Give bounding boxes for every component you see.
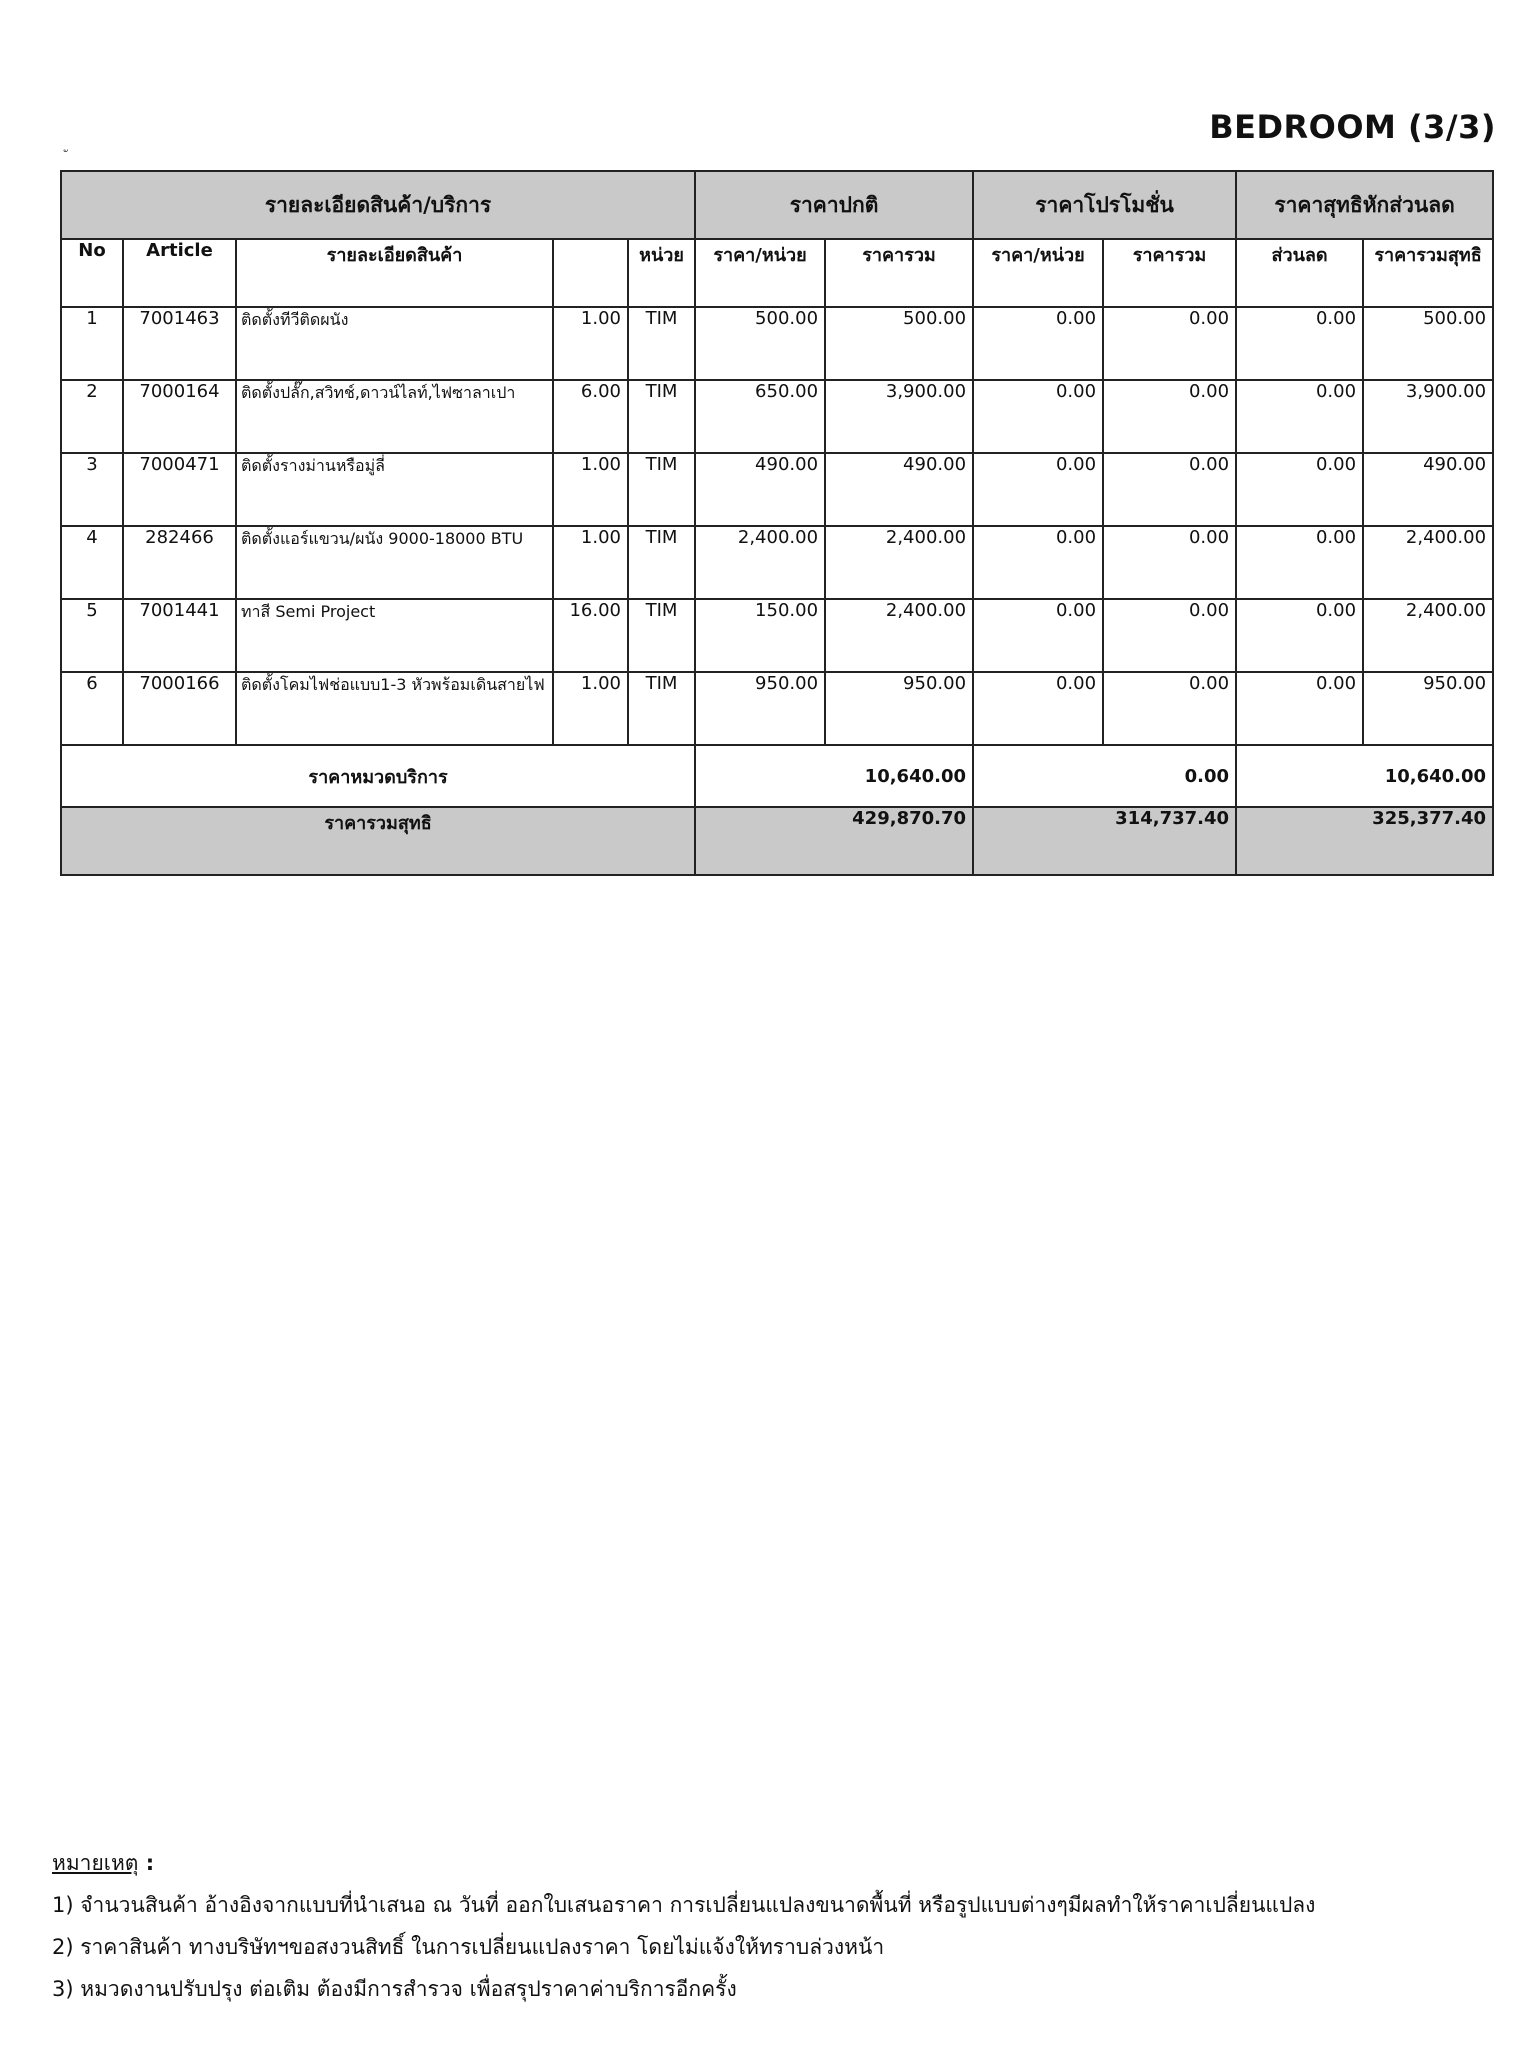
cell-no: 2 xyxy=(61,380,123,453)
cell-net-total: 2,400.00 xyxy=(1363,526,1493,599)
col-header-unit: หน่วย xyxy=(628,239,695,307)
cell-unit-price: 950.00 xyxy=(695,672,825,745)
table-row xyxy=(61,599,1493,672)
cell-total: 3,900.00 xyxy=(825,380,973,453)
cell-promo-total: 0.00 xyxy=(1103,599,1236,672)
cell-article: 7000164 xyxy=(123,380,236,453)
cell-qty: 1.00 xyxy=(553,453,628,526)
subtotal-label: ราคาหมวดบริการ xyxy=(61,745,695,807)
cell-promo-total: 0.00 xyxy=(1103,380,1236,453)
cell-qty: 16.00 xyxy=(553,599,628,672)
subtotal-net: 10,640.00 xyxy=(1236,745,1493,807)
cell-no: 6 xyxy=(61,672,123,745)
cell-unit-price: 150.00 xyxy=(695,599,825,672)
cell-net-total: 2,400.00 xyxy=(1363,599,1493,672)
table-row xyxy=(61,453,1493,526)
cell-unit-price: 2,400.00 xyxy=(695,526,825,599)
group-header-row xyxy=(61,171,1493,239)
col-header-total: ราคารวม xyxy=(825,239,973,307)
table-row xyxy=(61,526,1493,599)
col-header-promo-unit-price: ราคา/หน่วย xyxy=(973,239,1103,307)
cell-description: ติดตั้งโคมไฟช่อแบบ1-3 หัวพร้อมเดินสายไฟ xyxy=(236,672,553,745)
cell-unit: TIM xyxy=(628,599,695,672)
cell-no: 1 xyxy=(61,307,123,380)
notes-heading xyxy=(52,1842,1315,1884)
cell-article: 7001463 xyxy=(123,307,236,380)
grand-total-net: 325,377.40 xyxy=(1236,807,1493,875)
table-row xyxy=(61,380,1493,453)
col-header-net-total: ราคารวมสุทธิ xyxy=(1363,239,1493,307)
cell-total: 950.00 xyxy=(825,672,973,745)
note-item: 2) ราคาสินค้า ทางบริษัทฯขอสงวนสิทธิ์ ในการเปลี่ยนแปลงราคา โดยไม่แจ้งให้ทราบล่วงหน้า xyxy=(52,1935,885,1959)
note-item: 3) หมวดงานปรับปรุง ต่อเติม ต้องมีการสำรวจ เพื่อสรุปราคาค่าบริการอีกครั้ง xyxy=(52,1977,737,2001)
cell-promo-unit-price: 0.00 xyxy=(973,380,1103,453)
cell-description: ติดตั้งแอร์แขวน/ผนัง 9000-18000 BTU xyxy=(236,526,553,599)
cell-discount: 0.00 xyxy=(1236,599,1363,672)
cell-unit: TIM xyxy=(628,380,695,453)
notes-section xyxy=(52,1842,1315,2010)
col-header-promo-total: ราคารวม xyxy=(1103,239,1236,307)
cell-promo-total: 0.00 xyxy=(1103,307,1236,380)
cell-unit: TIM xyxy=(628,453,695,526)
group-header-promo-price: ราคาโปรโมชั่น xyxy=(973,171,1236,239)
page-title: BEDROOM (3/3) xyxy=(1209,108,1496,146)
cell-promo-unit-price: 0.00 xyxy=(973,453,1103,526)
group-header-details: รายละเอียดสินค้า/บริการ xyxy=(61,171,695,239)
grand-total-promo: 314,737.40 xyxy=(973,807,1236,875)
col-header-qty xyxy=(553,239,628,307)
group-header-net-price: ราคาสุทธิหักส่วนลด xyxy=(1236,171,1493,239)
notes-heading-text: หมายเหตุ xyxy=(52,1851,139,1875)
cell-article: 282466 xyxy=(123,526,236,599)
cell-discount: 0.00 xyxy=(1236,526,1363,599)
cell-unit-price: 500.00 xyxy=(695,307,825,380)
cell-promo-unit-price: 0.00 xyxy=(973,307,1103,380)
subtotal-row xyxy=(61,745,1493,807)
cell-description: ติดตั้งปลั๊ก,สวิทช์,ดาวน์ไลท์,ไฟซาลาเปา xyxy=(236,380,553,453)
cell-unit-price: 490.00 xyxy=(695,453,825,526)
cell-total: 500.00 xyxy=(825,307,973,380)
cell-total: 2,400.00 xyxy=(825,599,973,672)
cell-description: ติดตั้งทีวีติดผนัง xyxy=(236,307,553,380)
cell-qty: 6.00 xyxy=(553,380,628,453)
grand-total-normal: 429,870.70 xyxy=(695,807,973,875)
cell-unit: TIM xyxy=(628,526,695,599)
subtotal-normal: 10,640.00 xyxy=(695,745,973,807)
cell-discount: 0.00 xyxy=(1236,672,1363,745)
cell-promo-unit-price: 0.00 xyxy=(973,526,1103,599)
cell-description: ทาสี Semi Project xyxy=(236,599,553,672)
cell-article: 7000166 xyxy=(123,672,236,745)
col-header-discount: ส่วนลด xyxy=(1236,239,1363,307)
cell-no: 5 xyxy=(61,599,123,672)
cell-article: 7000471 xyxy=(123,453,236,526)
cell-discount: 0.00 xyxy=(1236,307,1363,380)
grand-total-row xyxy=(61,807,1493,875)
col-header-description: รายละเอียดสินค้า xyxy=(236,239,553,307)
note-item: 1) จำนวนสินค้า อ้างอิงจากแบบที่นำเสนอ ณ วันที่ ออกใบเสนอราคา การเปลี่ยนแปลงขนาดพื้นที่ หรือรูปแบบต่างๆมีผลทำให้ราคาเปลี่ยนแปลง xyxy=(52,1893,1316,1917)
cell-no: 3 xyxy=(61,453,123,526)
grand-total-label: ราคารวมสุทธิ xyxy=(61,807,695,875)
cell-net-total: 490.00 xyxy=(1363,453,1493,526)
cell-no: 4 xyxy=(61,526,123,599)
col-header-article: Article xyxy=(123,239,236,307)
cell-promo-unit-price: 0.00 xyxy=(973,599,1103,672)
table-row xyxy=(61,672,1493,745)
quotation-table xyxy=(60,170,1494,876)
cell-qty: 1.00 xyxy=(553,526,628,599)
cell-description: ติดตั้งรางม่านหรือมู่ลี่ xyxy=(236,453,553,526)
cell-qty: 1.00 xyxy=(553,672,628,745)
cell-total: 2,400.00 xyxy=(825,526,973,599)
cell-net-total: 3,900.00 xyxy=(1363,380,1493,453)
cell-net-total: 950.00 xyxy=(1363,672,1493,745)
subtotal-promo: 0.00 xyxy=(973,745,1236,807)
cell-article: 7001441 xyxy=(123,599,236,672)
cell-unit: TIM xyxy=(628,307,695,380)
cell-net-total: 500.00 xyxy=(1363,307,1493,380)
cell-promo-unit-price: 0.00 xyxy=(973,672,1103,745)
col-header-no: No xyxy=(61,239,123,307)
cell-total: 490.00 xyxy=(825,453,973,526)
notes-heading-colon: : xyxy=(138,1851,155,1875)
cell-unit-price: 650.00 xyxy=(695,380,825,453)
col-header-unit-price: ราคา/หน่วย xyxy=(695,239,825,307)
table-row xyxy=(61,307,1493,380)
cell-qty: 1.00 xyxy=(553,307,628,380)
cell-unit: TIM xyxy=(628,672,695,745)
column-header-row xyxy=(61,239,1493,307)
cell-promo-total: 0.00 xyxy=(1103,453,1236,526)
cell-promo-total: 0.00 xyxy=(1103,526,1236,599)
cell-promo-total: 0.00 xyxy=(1103,672,1236,745)
group-header-normal-price: ราคาปกติ xyxy=(695,171,973,239)
cell-discount: 0.00 xyxy=(1236,453,1363,526)
cell-discount: 0.00 xyxy=(1236,380,1363,453)
